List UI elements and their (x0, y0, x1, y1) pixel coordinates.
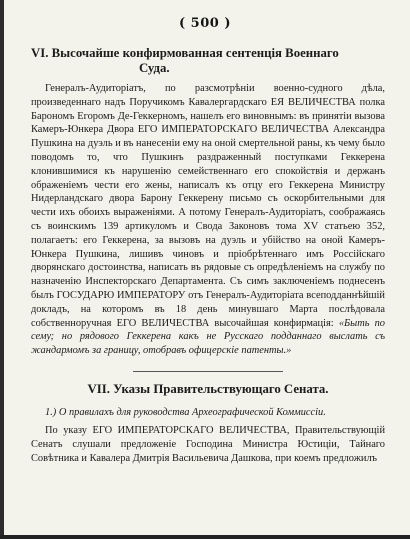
section-vii-paragraph: По указу ЕГО ИМПЕРАТОРСКАГО ВЕЛИЧЕСТВА, Правительствующій Сенатъ слушали предложеніе Господина Министра Юстиціи, Тайнаго Совѣтника и Кавалера Дмитрія Васильевича Дашкова, при коемъ предложилъ (31, 424, 385, 464)
section-vii-subheading: 1.) О правилахъ для руководства Археографической Коммиссіи. (45, 406, 326, 418)
section-vi-paragraph (31, 82, 385, 358)
page-content (31, 46, 385, 465)
scan-edge-left (0, 0, 4, 539)
section-vi-resolution: «Быть по сему; но рядового Геккерена какъ не Русскаго подданнаго выслать съ жандармомъ за границу, отобравъ офицерскіе патенты.» (31, 317, 386, 357)
section-divider (133, 371, 283, 372)
section-vii-title: VII. Указы Правительствующаго Сената. (87, 381, 329, 396)
section-vi-title-cont: Суда. (139, 61, 170, 75)
section-vi-body: Генералъ-Аудиторіатъ, по разсмотрѣніи военно-судного дѣла, произведеннаго надъ Поручикомъ Кавалергардскаго ЕЯ ВЕЛИЧЕСТВА полка Барономъ Егоромъ Де-Геккерномъ, нашелъ его виновнымъ: въ принятіи вызова Камеръ-Юнкера Двора ЕГО ИМПЕРАТОРСКАГО ВЕЛИЧЕСТВА Александра Пушкина на дуэль и въ нанесеніи ему на оной смертельной раны, къ чему было поводомъ то, что Пушкинъ раздраженный поступками Геккерена клонившимися къ нарушенію семейственнаго его спокойствія и держанъ ображеніемъ чести его жены, написалъ къ отцу его Геккерена Министру Нидерландскаго двора Барону Геккерену письмо съ оскорбительными для чести ихъ обоихъ выраженіями. А потому Генералъ-Аудиторіатъ, соображаясь съ воинскимъ 139 артикуломъ и Свода Законовъ тома XV статьею 352, полагаетъ: его Геккерена, за вызовъ на дуэль и убійство на оной Камеръ-Юнкера Пушкина, лишивъ чиновъ и пріобрѣтеннаго имъ Россійскаго дворянскаго достоинства, написать въ рядовые съ опредѣленіемъ на службу по назначенію Инспекторскаго Департамента. Съ симъ заключеніемъ поднесенъ былъ ГОСУДАРЮ ИМПЕРАТОРУ отъ Генералъ-Аудиторіата всеподданнѣйшій докладъ, на которомъ въ 18 день минувшаго Марта послѣдовала собственноручная ЕГО ВЕЛИЧЕСТВА высочайшая конфирмація: (31, 83, 385, 329)
page-number: ( 500 ) (179, 16, 231, 31)
scan-edge-bottom (0, 535, 410, 539)
section-vi-heading (31, 46, 385, 76)
section-vi-title: VI. Высочайше конфирмованная сентенція Военнаго (31, 46, 339, 60)
